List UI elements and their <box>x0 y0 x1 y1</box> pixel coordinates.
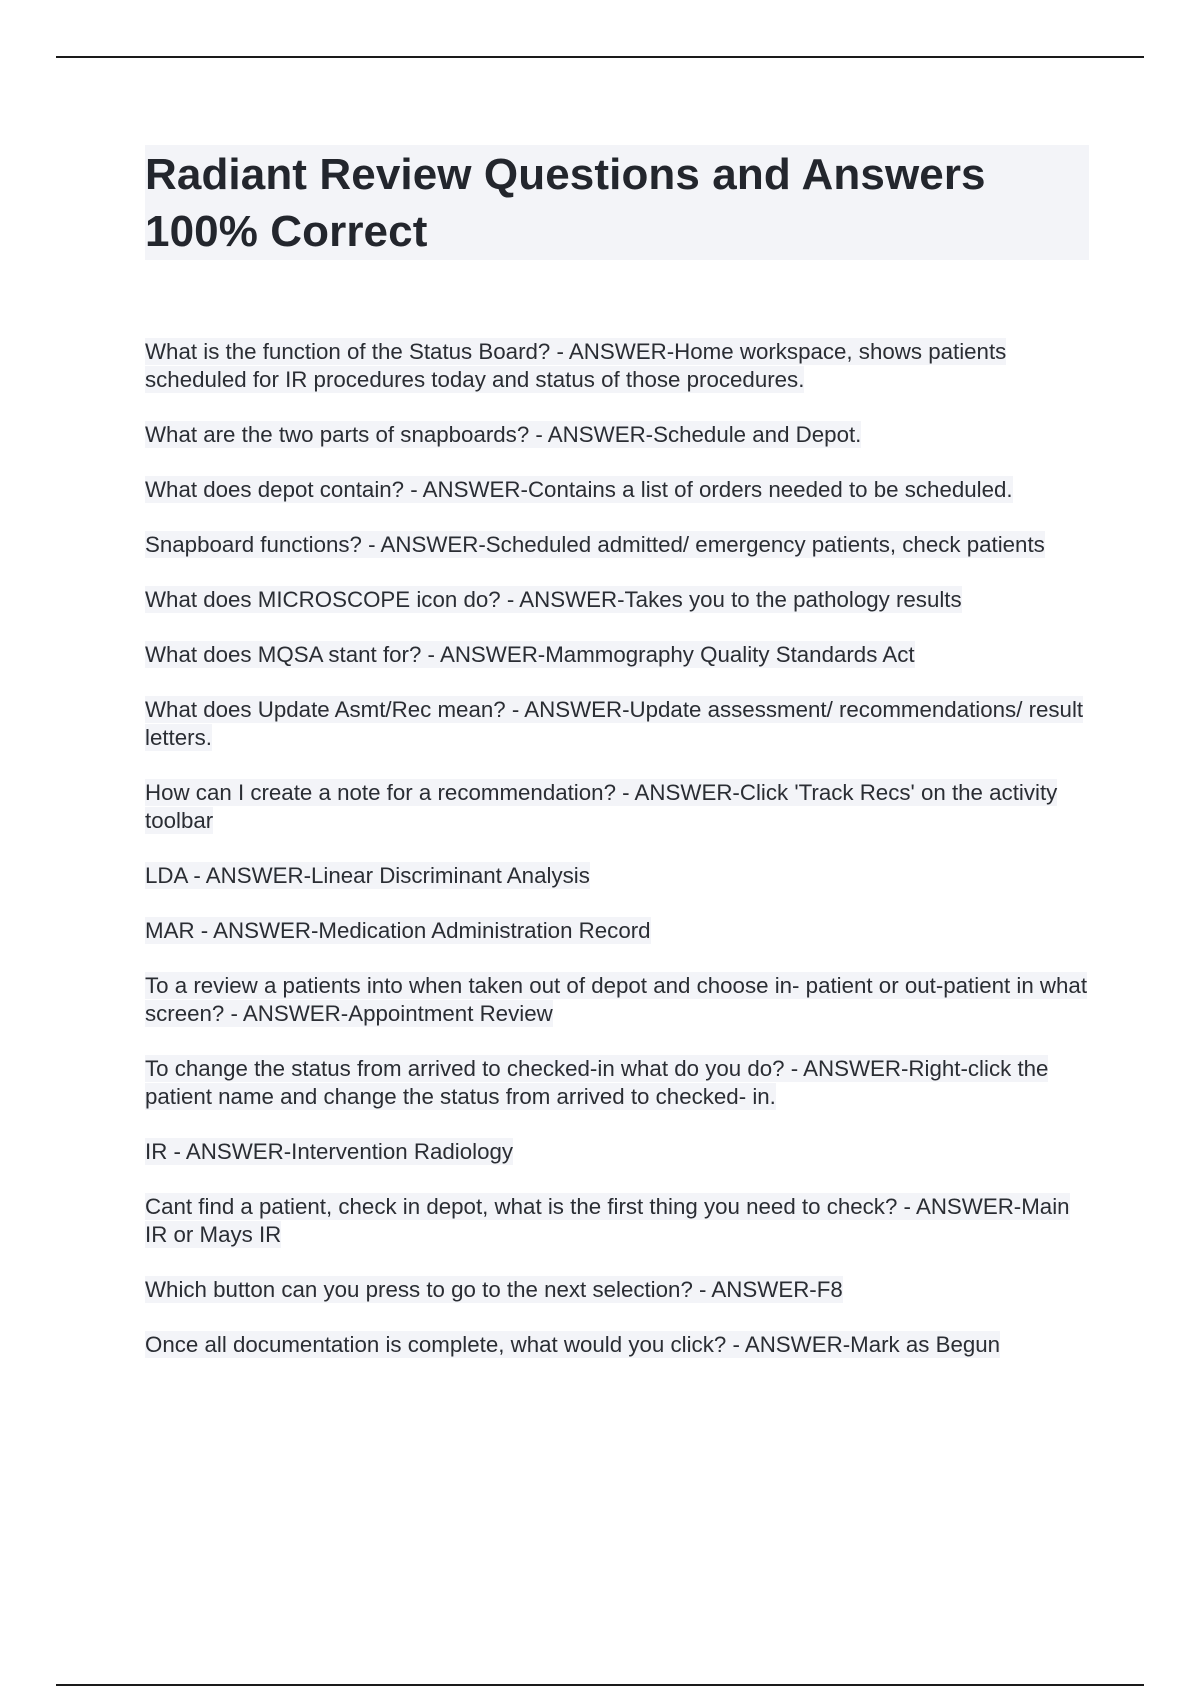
qa-text: What does Update Asmt/Rec mean? - ANSWER-Update assessment/ recommendations/ result letters. <box>145 697 1084 750</box>
qa-item <box>145 1331 1090 1359</box>
qa-text: What does MQSA stant for? - ANSWER-Mammography Quality Standards Act <box>145 642 915 667</box>
qa-text: Snapboard functions? - ANSWER-Scheduled admitted/ emergency patients, check patients <box>145 532 1045 557</box>
qa-text: IR - ANSWER-Intervention Radiology <box>145 1139 514 1164</box>
qa-text: Cant find a patient, check in depot, what is the first thing you need to check? - ANSWER-Main IR or Mays IR <box>145 1194 1070 1247</box>
qa-item <box>145 972 1090 1028</box>
qa-item <box>145 696 1090 752</box>
qa-item <box>145 641 1090 669</box>
qa-item <box>145 862 1090 890</box>
qa-item <box>145 476 1090 504</box>
qa-list <box>145 338 1090 1386</box>
qa-item <box>145 1193 1090 1249</box>
bottom-divider <box>56 1684 1144 1686</box>
qa-text: To change the status from arrived to checked-in what do you do? - ANSWER-Right-click the patient name and change the status from arrived to checked- in. <box>145 1056 1049 1109</box>
qa-item <box>145 531 1090 559</box>
page-title: Radiant Review Questions and Answers 100% Correct <box>145 150 986 256</box>
qa-item <box>145 338 1090 394</box>
title-block <box>145 145 1089 260</box>
qa-text: What does MICROSCOPE icon do? - ANSWER-Takes you to the pathology results <box>145 587 962 612</box>
qa-text: What are the two parts of snapboards? - ANSWER-Schedule and Depot. <box>145 422 862 447</box>
qa-text: How can I create a note for a recommendation? - ANSWER-Click 'Track Recs' on the activity toolbar <box>145 780 1058 833</box>
qa-text: Which button can you press to go to the next selection? - ANSWER-F8 <box>145 1277 843 1302</box>
qa-item <box>145 1055 1090 1111</box>
qa-text: What is the function of the Status Board? - ANSWER-Home workspace, shows patients scheduled for IR procedures today and status of those procedures. <box>145 339 1007 392</box>
qa-item <box>145 917 1090 945</box>
qa-text: LDA - ANSWER-Linear Discriminant Analysis <box>145 863 590 888</box>
qa-item <box>145 421 1090 449</box>
qa-text: To a review a patients into when taken out of depot and choose in- patient or out-patient in what screen? - ANSWER-Appointment Review <box>145 973 1088 1026</box>
qa-item <box>145 586 1090 614</box>
qa-text: MAR - ANSWER-Medication Administration Record <box>145 918 651 943</box>
top-divider <box>56 56 1144 58</box>
qa-text: Once all documentation is complete, what would you click? - ANSWER-Mark as Begun <box>145 1332 1001 1357</box>
qa-item <box>145 1138 1090 1166</box>
qa-item <box>145 1276 1090 1304</box>
qa-text: What does depot contain? - ANSWER-Contains a list of orders needed to be scheduled. <box>145 477 1013 502</box>
qa-item <box>145 779 1090 835</box>
